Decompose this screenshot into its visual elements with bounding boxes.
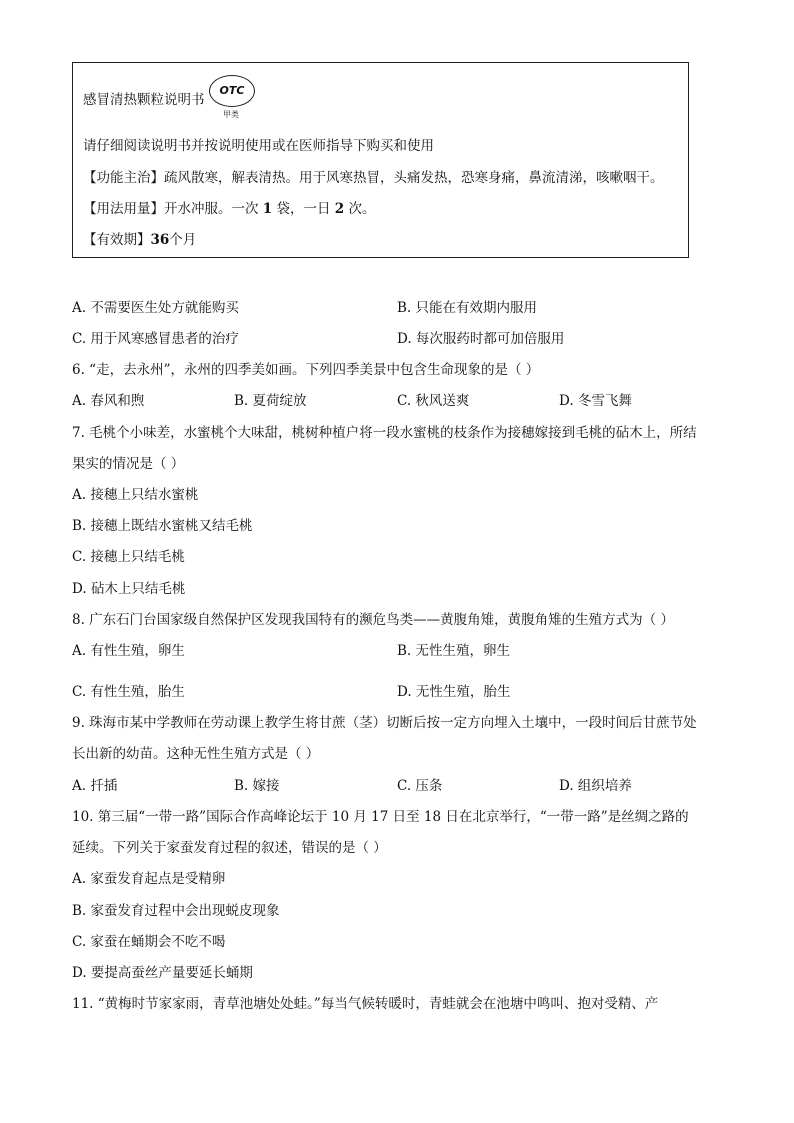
q5-option-d: D. 每次服药时都可加倍服用: [397, 331, 565, 347]
q7-option-d: D. 砧木上只结毛桃: [72, 581, 186, 597]
q8-option-d: D. 无性生殖，胎生: [397, 684, 511, 700]
q10-option-a: A. 家蚕发育起点是受精卵: [72, 871, 226, 887]
q9-stem-line-2: 长出新的幼苗。这种无性生殖方式是（ ）: [72, 746, 320, 762]
usage-text-1: 开水冲服。一次: [164, 201, 259, 217]
q7-stem-line-1: 7. 毛桃个小味差，水蜜桃个大味甜，桃树种植户将一段水蜜桃的枝条作为接穗嫁接到毛桃的砧木上，所结: [72, 425, 697, 441]
q6-stem: 6. “走，去永州”，永州的四季美如画。下列四季美景中包含生命现象的是（ ）: [72, 362, 540, 378]
otc-category-label: 甲类: [223, 110, 239, 119]
leaflet-validity: [83, 231, 196, 249]
q7-option-b: B. 接穗上既结水蜜桃又结毛桃: [72, 518, 253, 534]
leaflet-function: [83, 169, 664, 187]
usage-num-1: 1: [262, 201, 273, 217]
usage-tag: 【用法用量】: [83, 201, 164, 217]
function-text: 疏风散寒，解表清热。用于风寒热冒，头痛发热，恐寒身痛，鼻流清涕，咳嗽咽干。: [164, 170, 664, 186]
validity-text: 个月: [169, 232, 197, 248]
q8-stem: 8. 广东石门台国家级自然保护区发现我国特有的濒危鸟类——黄腹角雉，黄腹角雉的生殖方式为（ ）: [72, 612, 674, 628]
medicine-leaflet-box: [72, 62, 689, 258]
q10-option-c: C. 家蚕在蛹期会不吃不喝: [72, 934, 226, 950]
q10-stem-line-2: 延续。下列关于家蚕发育过程的叙述，错误的是（ ）: [72, 840, 387, 856]
q9-option-c: C. 压条: [397, 778, 443, 794]
q5-option-a: A. 不需要医生处方就能购买: [72, 300, 239, 316]
q5-option-b: B. 只能在有效期内服用: [397, 300, 538, 316]
q7-stem-line-2: 果实的情况是（ ）: [72, 456, 185, 472]
q9-option-b: B. 嫁接: [234, 778, 280, 794]
q10-stem-line-1: 10. 第三届“一带一路”国际合作高峰论坛于 10 月 17 日至 18 日在北京举行，“一带一路”是丝绸之路的: [72, 809, 689, 825]
validity-num: 36: [150, 232, 170, 248]
q9-option-d: D. 组织培养: [559, 778, 632, 794]
leaflet-title: 感冒清热颗粒说明书: [83, 92, 205, 108]
leaflet-notice: 请仔细阅读说明书并按说明使用或在医师指导下购买和使用: [83, 138, 434, 154]
q8-option-c: C. 有性生殖，胎生: [72, 684, 185, 700]
q6-option-d: D. 冬雪飞舞: [559, 393, 632, 409]
leaflet-usage: [83, 200, 376, 218]
q9-stem-line-1: 9. 珠海市某中学教师在劳动课上教学生将甘蔗（茎）切断后按一定方向埋入土壤中，一段时间后甘蔗节处: [72, 715, 697, 731]
otc-logo: OTC: [209, 75, 255, 107]
usage-num-2: 2: [334, 201, 345, 217]
usage-text-3: 次。: [348, 201, 376, 217]
q11-stem: 11. “黄梅时节家家雨，青草池塘处处蛙。”每当气候转暖时，青蛙就会在池塘中鸣叫、抱对受精、产: [72, 996, 659, 1012]
q7-option-a: A. 接穗上只结水蜜桃: [72, 487, 199, 503]
q10-option-d: D. 要提高蚕丝产量要延长蛹期: [72, 965, 253, 981]
q9-option-a: A. 扦插: [72, 778, 118, 794]
q6-option-a: A. 春风和煦: [72, 393, 145, 409]
usage-text-2: 袋，一日: [276, 201, 331, 217]
function-tag: 【功能主治】: [83, 170, 164, 186]
q5-option-c: C. 用于风寒感冒患者的治疗: [72, 331, 239, 347]
validity-tag: 【有效期】: [83, 232, 151, 248]
q6-option-c: C. 秋风送爽: [397, 393, 470, 409]
q8-option-b: B. 无性生殖，卵生: [397, 643, 511, 659]
q10-option-b: B. 家蚕发育过程中会出现蜕皮现象: [72, 903, 280, 919]
q8-option-a: A. 有性生殖，卵生: [72, 643, 185, 659]
q7-option-c: C. 接穗上只结毛桃: [72, 549, 185, 565]
q6-option-b: B. 夏荷绽放: [234, 393, 307, 409]
